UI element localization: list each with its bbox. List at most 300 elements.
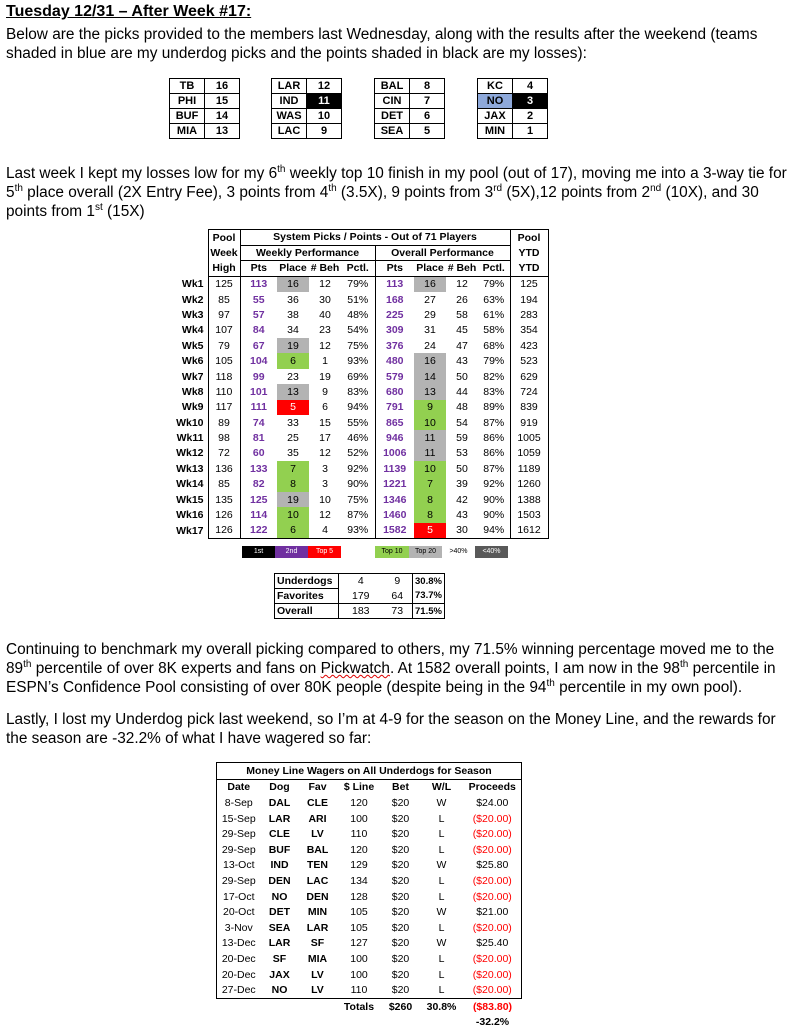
wager-result: L bbox=[438, 828, 445, 841]
weekly-place: 10 bbox=[277, 507, 309, 522]
week-row bbox=[173, 353, 548, 368]
weekly-place: 25 bbox=[287, 432, 299, 445]
overall-behind: 44 bbox=[456, 385, 468, 398]
weekly-pctl: 54% bbox=[347, 324, 369, 337]
pick-type-summary-table bbox=[274, 573, 445, 619]
wager-date: 29-Sep bbox=[217, 842, 261, 858]
pool-high: 126 bbox=[208, 507, 240, 522]
pick-points: 14 bbox=[205, 109, 240, 124]
wager-row bbox=[217, 936, 522, 952]
week-label: Wk8 bbox=[181, 385, 204, 398]
wager-date: 20-Dec bbox=[217, 951, 261, 967]
weekly-points: 113 bbox=[240, 276, 277, 292]
pick-points: 2 bbox=[513, 109, 548, 124]
week-label: Wk7 bbox=[181, 370, 204, 383]
wager-row bbox=[217, 920, 522, 936]
pick-row bbox=[478, 109, 548, 124]
pick-team: MIN bbox=[478, 124, 513, 139]
wager-dog: DAL bbox=[268, 796, 291, 809]
wager-line: 128 bbox=[350, 890, 368, 903]
pick-row bbox=[375, 94, 445, 109]
wager-result: L bbox=[438, 812, 445, 825]
pick-row bbox=[272, 79, 342, 94]
week-row bbox=[173, 446, 548, 461]
intro-paragraph: Below are the picks provided to the members last Wednesday, along with the results after the weekend (teams shaded in blue are my underdog picks and the points shaded in black are my losses): bbox=[6, 26, 758, 62]
weekly-pctl: 90% bbox=[347, 478, 369, 491]
wager-proceeds: ($20.00) bbox=[464, 873, 522, 889]
weekly-place: 5 bbox=[277, 400, 309, 415]
wager-row bbox=[217, 811, 522, 827]
overall-place: 24 bbox=[424, 339, 436, 352]
overall-pctl: 86% bbox=[478, 430, 510, 445]
summary-pct: 73.7% bbox=[413, 589, 445, 604]
overall-behind: 42 bbox=[456, 493, 468, 506]
pool-ytd: 1388 bbox=[510, 492, 548, 507]
overall-behind: 39 bbox=[456, 478, 468, 491]
weekly-behind: 30 bbox=[319, 293, 331, 306]
week-label: Wk17 bbox=[176, 524, 204, 537]
totals-row bbox=[217, 998, 522, 1014]
page-title: Tuesday 12/31 – After Week #17: bbox=[6, 3, 252, 20]
week-row bbox=[173, 384, 548, 399]
week-row bbox=[173, 507, 548, 522]
overall-place: 8 bbox=[414, 492, 446, 507]
overall-pctl: 58% bbox=[478, 323, 510, 338]
pick-points: 12 bbox=[307, 79, 342, 94]
wager-proceeds: ($20.00) bbox=[464, 826, 522, 842]
weekly-points: 111 bbox=[240, 400, 277, 415]
wager-line: 120 bbox=[350, 843, 368, 856]
pool-ytd: 283 bbox=[510, 307, 548, 322]
weekly-behind: 10 bbox=[319, 493, 331, 506]
week-label: Wk11 bbox=[176, 432, 204, 445]
pick-points: 11 bbox=[307, 94, 342, 109]
week-label: Wk2 bbox=[181, 293, 204, 306]
weekly-behind: 12 bbox=[319, 278, 331, 291]
legend-2nd: 2nd bbox=[275, 546, 308, 558]
summary-row bbox=[275, 589, 445, 604]
pick-row bbox=[170, 109, 240, 124]
overall-pctl: 68% bbox=[478, 338, 510, 353]
summary-label: Overall bbox=[275, 604, 339, 619]
overall-points: 225 bbox=[375, 307, 414, 322]
weekly-place: 33 bbox=[287, 416, 299, 429]
wager-dog: SEA bbox=[268, 921, 291, 934]
pick-points: 3 bbox=[513, 94, 548, 109]
overall-points: 480 bbox=[375, 353, 414, 368]
weekly-place: 8 bbox=[277, 477, 309, 492]
pool-ytd: 839 bbox=[510, 400, 548, 415]
overall-points: 1221 bbox=[375, 477, 414, 492]
overall-place: 16 bbox=[414, 353, 446, 368]
pick-row bbox=[170, 94, 240, 109]
wager-result: W bbox=[436, 859, 447, 872]
benchmark-paragraph: Continuing to benchmark my overall picking compared to others, my 71.5% winning percentage moved me to the 89th percentile of over 8K experts and fans on Pickwatch. At 1582 overall points, I am now in the 98th percentile in ESPN’s Confidence Pool consisting of over 80K people (despite being in the 94th percentile in my own pool). bbox=[6, 641, 776, 696]
summary-losses: 9 bbox=[383, 574, 413, 589]
pool-high: 89 bbox=[208, 415, 240, 430]
pool-ytd: 125 bbox=[510, 276, 548, 292]
overall-pctl: 82% bbox=[478, 369, 510, 384]
weekly-pctl: 51% bbox=[347, 293, 369, 306]
overall-pctl: 79% bbox=[478, 353, 510, 368]
wager-dog: BUF bbox=[268, 843, 291, 856]
weekly-pctl: 93% bbox=[347, 355, 369, 368]
pool-ytd: 1503 bbox=[510, 507, 548, 522]
overall-behind: 50 bbox=[456, 462, 468, 475]
wager-row bbox=[217, 982, 522, 998]
week-row bbox=[173, 307, 548, 322]
overall-place: 29 bbox=[424, 308, 436, 321]
return-row bbox=[217, 1015, 522, 1031]
pick-row bbox=[375, 79, 445, 94]
pool-ytd: 724 bbox=[510, 384, 548, 399]
overall-pctl: 87% bbox=[478, 415, 510, 430]
weekly-pctl: 83% bbox=[347, 385, 369, 398]
totals-proceeds: ($83.80) bbox=[472, 1000, 513, 1013]
weekly-points: 55 bbox=[240, 292, 277, 307]
overall-place: 7 bbox=[414, 477, 446, 492]
wager-proceeds: ($20.00) bbox=[464, 920, 522, 936]
weekly-points: 133 bbox=[240, 461, 277, 476]
wager-row bbox=[217, 889, 522, 905]
pool-high: 85 bbox=[208, 477, 240, 492]
wager-row bbox=[217, 858, 522, 874]
overall-place: 10 bbox=[414, 461, 446, 476]
wager-line: 105 bbox=[350, 906, 368, 919]
summary-losses: 73 bbox=[383, 604, 413, 619]
wager-result: L bbox=[438, 952, 445, 965]
wager-line: 120 bbox=[350, 796, 368, 809]
pool-ytd: 1189 bbox=[510, 461, 548, 476]
weekly-behind: 23 bbox=[319, 324, 331, 337]
week-row bbox=[173, 400, 548, 415]
weekly-points: 60 bbox=[240, 446, 277, 461]
wager-proceeds: ($20.00) bbox=[464, 967, 522, 983]
week-row bbox=[173, 415, 548, 430]
overall-place: 13 bbox=[414, 384, 446, 399]
wager-date: 27-Dec bbox=[217, 982, 261, 998]
pick-points: 4 bbox=[513, 79, 548, 94]
wager-fav: CLE bbox=[307, 796, 328, 809]
legend-gt40: >40% bbox=[442, 546, 475, 558]
week-label: Wk15 bbox=[176, 493, 204, 506]
overall-points: 579 bbox=[375, 369, 414, 384]
pool-high: 85 bbox=[208, 292, 240, 307]
weekly-behind: 12 bbox=[319, 509, 331, 522]
wager-fav: LV bbox=[311, 968, 324, 981]
weekly-points: 104 bbox=[240, 353, 277, 368]
weekly-pctl: 48% bbox=[347, 308, 369, 321]
wager-bet: $20 bbox=[391, 937, 410, 950]
weekly-pctl: 92% bbox=[347, 462, 369, 475]
pick-row bbox=[272, 109, 342, 124]
weekly-pctl: 87% bbox=[347, 509, 369, 522]
pick-row bbox=[170, 124, 240, 139]
overall-behind: 47 bbox=[456, 339, 468, 352]
overall-points: 680 bbox=[375, 384, 414, 399]
pick-team: LAR bbox=[272, 79, 307, 94]
week-label: Wk9 bbox=[181, 401, 204, 414]
pick-points: 8 bbox=[410, 79, 445, 94]
summary-wins: 179 bbox=[339, 589, 383, 604]
overall-points: 791 bbox=[375, 400, 414, 415]
pool-high: 126 bbox=[208, 523, 240, 539]
pool-high: 135 bbox=[208, 492, 240, 507]
overall-behind: 58 bbox=[456, 308, 468, 321]
week-row bbox=[173, 276, 548, 292]
pool-high: 136 bbox=[208, 461, 240, 476]
summary-pct: 30.8% bbox=[413, 574, 445, 589]
wager-result: L bbox=[438, 968, 445, 981]
wager-fav: LAC bbox=[306, 874, 329, 887]
moneyline-table: Money Line Wagers on All Underdogs for Season Date Dog Fav $ Line Bet W/L Proceeds 8-Sep DAL CLE 120 $20 W $24.00 15-Sep LAR ARI 100 $20 L ($20.00) 29-Sep CLE LV 110 $20 L ($20.00) 29-Sep BUF BAL 120 $20 L ($20.00) 13-Oct IND TEN 129 $20 W $25.80 29-Sep DEN LAC 134 $20 L ($20.00) 17-Oct NO DEN 128 $20 L ($20.00) 20-Oct DET MIN 105 $20 W $21.00 3-Nov SEA LAR 105 $20 L ($20.00) 13-Dec LAR SF 127 $20 W $25.40 20-Dec SF MIA 100 $20 L ($20.00) 20-Dec JAX LV 100 $20 L ($20.00) 27-Dec NO LV 110 $20 L ($20.00) Totals $260 30.8% ($83.80) -32.2% bbox=[216, 762, 522, 1030]
legend-top5: Top 5 bbox=[308, 546, 341, 558]
wager-bet: $20 bbox=[391, 796, 410, 809]
weekly-points: 122 bbox=[240, 523, 277, 539]
wager-line: 110 bbox=[337, 982, 382, 998]
wager-bet: $20 bbox=[391, 906, 410, 919]
summary-row bbox=[275, 604, 445, 619]
wager-fav: LV bbox=[311, 828, 324, 841]
wager-result: L bbox=[438, 890, 445, 903]
pool-ytd: 423 bbox=[510, 338, 548, 353]
pick-row bbox=[272, 94, 342, 109]
weekly-place: 34 bbox=[287, 324, 299, 337]
pick-row bbox=[375, 109, 445, 124]
week-row bbox=[173, 369, 548, 384]
overall-pctl: 89% bbox=[478, 400, 510, 415]
wager-bet: $20 bbox=[391, 874, 410, 887]
pool-ytd: 523 bbox=[510, 353, 548, 368]
wager-row bbox=[217, 967, 522, 983]
overall-points: 1346 bbox=[375, 492, 414, 507]
wager-proceeds: ($20.00) bbox=[464, 842, 522, 858]
overall-pctl: 61% bbox=[478, 307, 510, 322]
weekly-pctl: 94% bbox=[347, 401, 369, 414]
pool-high: 105 bbox=[208, 353, 240, 368]
week-row bbox=[173, 338, 548, 353]
wager-dog: LAR bbox=[268, 937, 291, 950]
overall-behind: 53 bbox=[456, 447, 468, 460]
weekly-behind: 12 bbox=[319, 339, 331, 352]
weekly-points: 125 bbox=[240, 492, 277, 507]
overall-behind: 50 bbox=[456, 370, 468, 383]
weekly-behind: 1 bbox=[322, 355, 328, 368]
weekly-pctl: 55% bbox=[347, 416, 369, 429]
overall-behind: 30 bbox=[446, 523, 478, 539]
wager-fav: TEN bbox=[307, 859, 328, 872]
weekly-points: 57 bbox=[240, 307, 277, 322]
wager-proceeds: $21.00 bbox=[464, 904, 522, 920]
week-row bbox=[173, 323, 548, 338]
wager-row bbox=[217, 842, 522, 858]
pool-high: 117 bbox=[208, 400, 240, 415]
week-row bbox=[173, 461, 548, 476]
wager-line: 134 bbox=[350, 874, 368, 887]
wager-bet: $20 bbox=[391, 968, 410, 981]
moneyline-paragraph: Lastly, I lost my Underdog pick last weekend, so I’m at 4-9 for the season on the Money Line, and the rewards for the season are -32.2% of what I have wagered so far: bbox=[6, 711, 776, 747]
pick-team: IND bbox=[272, 94, 307, 109]
wager-bet: $20 bbox=[391, 812, 410, 825]
wager-dog: IND bbox=[270, 859, 289, 872]
wager-bet: $20 bbox=[391, 859, 410, 872]
overall-place: 10 bbox=[414, 415, 446, 430]
standings-paragraph: Last week I kept my losses low for my 6th weekly top 10 finish in my pool (out of 17), moving me into a 3-way tie for 5th place overall (2X Entry Fee), 3 points from 4th (3.5X), 9 points from 3rd (5X),12 points from 2nd (10X), and 30 points from 1st (15X) bbox=[6, 163, 787, 220]
legend-lt40: <40% bbox=[475, 546, 508, 558]
weekly-behind: 15 bbox=[319, 416, 331, 429]
overall-place: 31 bbox=[424, 324, 436, 337]
totals-bet: $260 bbox=[388, 1000, 413, 1013]
pick-team: KC bbox=[478, 79, 513, 94]
overall-behind: 12 bbox=[456, 278, 468, 291]
overall-points: 865 bbox=[375, 415, 414, 430]
overall-behind: 26 bbox=[456, 293, 468, 306]
weekly-points: 101 bbox=[240, 384, 277, 399]
wager-fav: DEN bbox=[306, 890, 329, 903]
legend-top20: Top 20 bbox=[409, 546, 442, 558]
performance-table: Pool System Picks / Points - Out of 71 Players Pool Week Weekly Performance Overall Performance YTD High Pts Place # Beh Pctl. Pts Place # Beh Pctl. YTD Wk1 125 113 16 12 79% 113 16 12 79% 125 Wk2 85 55 36 30 51% 168 27 26 63% 194 Wk3 97 57 38 40 48% 225 29 58 61% 283 Wk4 107 84 34 23 54% 309 31 45 58% 354 Wk5 79 67 19 12 75% 376 24 47 68% 423 Wk6 105 104 6 1 93% 480 16 43 79% 523 Wk7 118 99 23 19 69% 579 14 50 82% 629 Wk8 110 101 13 9 83% 680 13 44 83% 724 Wk9 117 111 5 6 94% 791 9 48 89% 839 Wk10 89 74 33 15 55% 865 10 54 87% 919 Wk11 98 81 25 17 46% 946 11 59 86% 1005 Wk12 72 60 35 12 52% 1006 11 53 86% 1059 Wk13 136 133 7 3 92% 1139 10 50 87% 1189 Wk14 85 82 8 3 90% 1221 7 39 92% 1260 Wk15 135 125 19 10 75% 1346 8 42 90% 1388 Wk16 126 114 10 12 87% 1460 8 43 90% 1503 Wk17 126 122 6 4 93% 1582 5 30 94% 1612 bbox=[173, 229, 549, 539]
pool-ytd: 1260 bbox=[510, 477, 548, 492]
weekly-behind: 3 bbox=[322, 462, 328, 475]
moneyline-title: Money Line Wagers on All Underdogs for Season bbox=[217, 763, 522, 780]
overall-place: 8 bbox=[414, 507, 446, 522]
week-label: Wk3 bbox=[181, 308, 204, 321]
pick-team: PHI bbox=[170, 94, 205, 109]
overall-points: 168 bbox=[375, 292, 414, 307]
weekly-behind: 12 bbox=[319, 447, 331, 460]
wager-dog: DEN bbox=[268, 874, 291, 887]
wager-dog: DET bbox=[269, 906, 290, 919]
week-label: Wk16 bbox=[176, 509, 204, 522]
pick-points: 9 bbox=[307, 124, 342, 139]
wager-date: 20-Dec bbox=[217, 967, 261, 983]
summary-label: Favorites bbox=[275, 589, 339, 604]
wager-result: L bbox=[420, 982, 464, 998]
pool-high: 125 bbox=[208, 276, 240, 292]
pick-team: DET bbox=[375, 109, 410, 124]
overall-pctl: 79% bbox=[478, 276, 510, 292]
wager-result: L bbox=[438, 921, 445, 934]
pick-team: CIN bbox=[375, 94, 410, 109]
wager-date: 20-Oct bbox=[217, 904, 261, 920]
week-row bbox=[173, 523, 548, 539]
weekly-pctl: 52% bbox=[347, 447, 369, 460]
pick-row bbox=[375, 124, 445, 139]
season-return: -32.2% bbox=[475, 1016, 510, 1029]
weekly-place: 6 bbox=[277, 353, 309, 368]
weekly-behind: 40 bbox=[319, 308, 331, 321]
week-label: Wk12 bbox=[176, 447, 204, 460]
wager-date: 15-Sep bbox=[217, 811, 261, 827]
summary-row bbox=[275, 574, 445, 589]
wager-dog: JAX bbox=[269, 968, 290, 981]
weekly-place: 19 bbox=[277, 338, 309, 353]
picks-table-1 bbox=[169, 78, 240, 139]
legend-1st: 1st bbox=[242, 546, 275, 558]
pool-ytd: 629 bbox=[510, 369, 548, 384]
weekly-points: 84 bbox=[240, 323, 277, 338]
overall-place: 16 bbox=[414, 276, 446, 292]
pool-high: 110 bbox=[208, 384, 240, 399]
wager-dog: NO bbox=[261, 982, 299, 998]
wager-proceeds: $24.00 bbox=[464, 795, 522, 811]
pick-points: 10 bbox=[307, 109, 342, 124]
summary-label: Underdogs bbox=[275, 574, 339, 589]
wager-result: W bbox=[436, 796, 447, 809]
weekly-behind: 4 bbox=[309, 523, 341, 539]
wager-line: 100 bbox=[350, 812, 368, 825]
wager-fav: SF bbox=[310, 937, 325, 950]
wager-date: 13-Dec bbox=[217, 936, 261, 952]
overall-points: 309 bbox=[375, 323, 414, 338]
wager-result: W bbox=[436, 937, 447, 950]
pick-team: SEA bbox=[375, 124, 410, 139]
weekly-pctl: 75% bbox=[347, 493, 369, 506]
overall-points: 113 bbox=[375, 276, 414, 292]
weekly-pctl: 69% bbox=[347, 370, 369, 383]
weekly-place: 23 bbox=[287, 370, 299, 383]
pool-ytd: 919 bbox=[510, 415, 548, 430]
wager-dog: NO bbox=[271, 890, 288, 903]
picks-table-2 bbox=[271, 78, 342, 139]
wager-fav: MIN bbox=[307, 906, 328, 919]
pick-team: LAC bbox=[272, 124, 307, 139]
pick-row bbox=[478, 94, 548, 109]
legend-top10: Top 10 bbox=[375, 546, 409, 558]
overall-behind: 45 bbox=[456, 324, 468, 337]
pick-points: 16 bbox=[205, 79, 240, 94]
weekly-behind: 19 bbox=[319, 370, 331, 383]
summary-pct: 71.5% bbox=[413, 604, 445, 619]
wager-proceeds: $25.40 bbox=[464, 936, 522, 952]
overall-points: 376 bbox=[375, 338, 414, 353]
summary-wins: 183 bbox=[339, 604, 383, 619]
weekly-place: 38 bbox=[287, 308, 299, 321]
wager-proceeds: ($20.00) bbox=[464, 889, 522, 905]
weekly-points: 99 bbox=[240, 369, 277, 384]
overall-behind: 54 bbox=[456, 416, 468, 429]
week-label: Wk1 bbox=[181, 277, 204, 290]
overall-pctl: 92% bbox=[478, 477, 510, 492]
weekly-place: 16 bbox=[277, 276, 309, 292]
wager-dog: SF bbox=[272, 952, 287, 965]
pick-team: NO bbox=[478, 94, 513, 109]
pick-team: WAS bbox=[272, 109, 307, 124]
wager-dog: CLE bbox=[269, 828, 290, 841]
summary-losses: 64 bbox=[391, 589, 404, 602]
weekly-points: 67 bbox=[240, 338, 277, 353]
wager-line: 105 bbox=[350, 921, 368, 934]
overall-points: 1582 bbox=[375, 523, 414, 539]
week-label: Wk6 bbox=[181, 355, 204, 368]
wager-bet: $20 bbox=[391, 828, 410, 841]
overall-pctl: 83% bbox=[478, 384, 510, 399]
overall-behind: 43 bbox=[456, 509, 468, 522]
overall-place: 9 bbox=[414, 400, 446, 415]
wager-fav: MIA bbox=[307, 952, 328, 965]
wager-line: 129 bbox=[350, 859, 368, 872]
overall-pctl: 94% bbox=[478, 523, 510, 539]
wager-date: 8-Sep bbox=[217, 795, 261, 811]
wager-row bbox=[217, 795, 522, 811]
week-row bbox=[173, 477, 548, 492]
pool-ytd: 1059 bbox=[510, 446, 548, 461]
pick-team: MIA bbox=[170, 124, 205, 139]
overall-pctl: 63% bbox=[478, 292, 510, 307]
wager-row bbox=[217, 904, 522, 920]
weekly-pctl: 79% bbox=[347, 278, 369, 291]
week-row bbox=[173, 430, 548, 445]
